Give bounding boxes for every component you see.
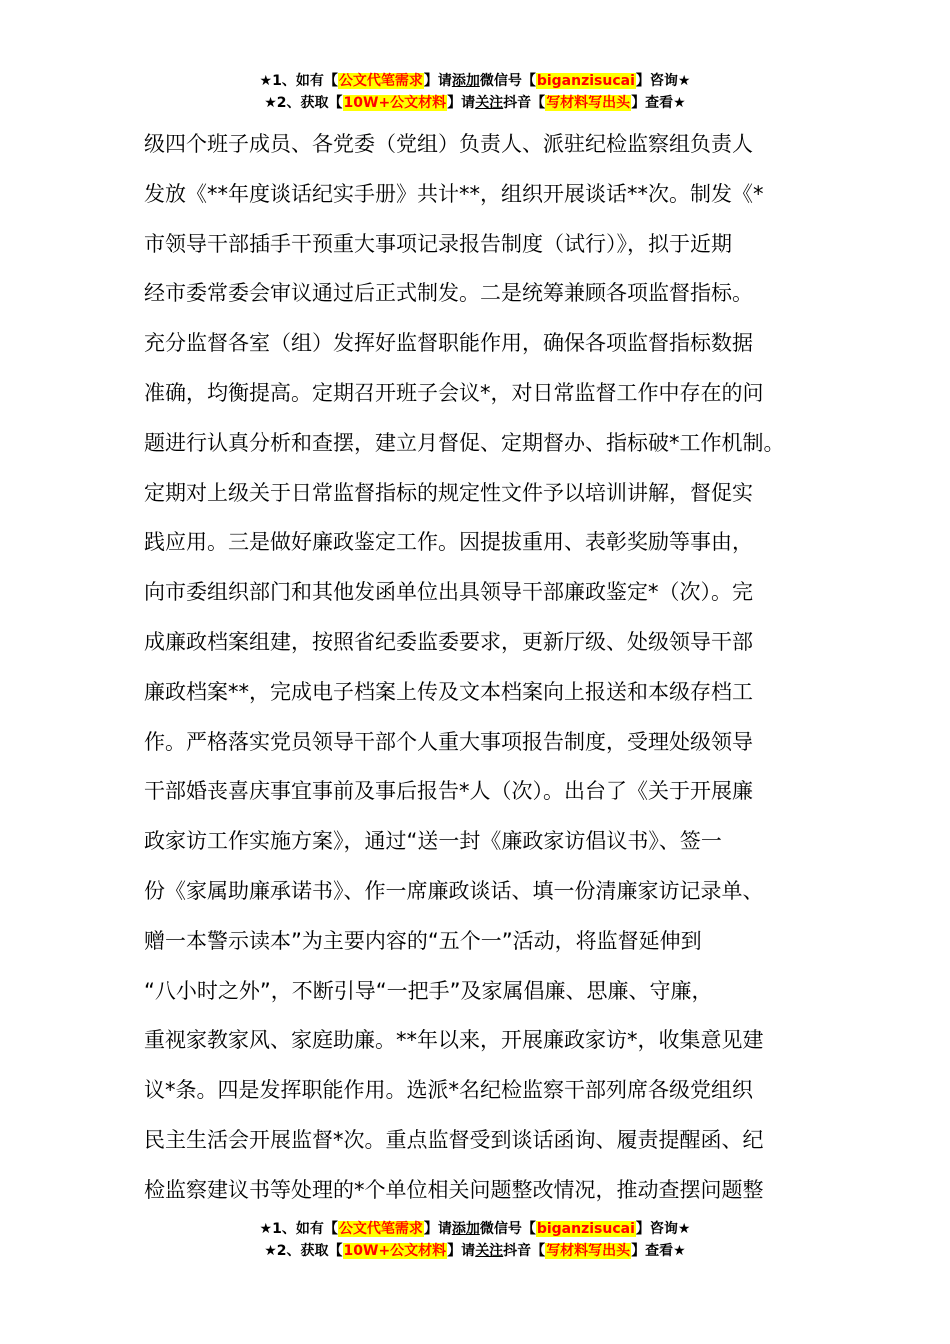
body-line: 份《家属助廉承诺书》、作一席廉政谈话、填一份清廉家访记录单、	[144, 878, 764, 903]
underlined-text: 关注	[475, 95, 504, 111]
body-line: 市领导干部插手干预重大事项记录报告制度（试行）》，拟于近期	[144, 231, 732, 256]
banner-text: 微信号【	[479, 1221, 536, 1237]
body-line: 成廉政档案组建，按照省纪委监委要求，更新厅级、处级领导干部	[144, 629, 753, 654]
banner-line-1	[0, 70, 950, 92]
body-line: 重视家教家风、家庭助廉。**年以来，开展廉政家访*，收集意见建	[144, 1028, 764, 1053]
document-body	[144, 120, 824, 1216]
underlined-text: 添加	[451, 1221, 480, 1237]
banner-line-2	[0, 1240, 950, 1262]
body-line: 充分监督各室（组）发挥好监督职能作用，确保各项监督指标数据	[144, 331, 753, 356]
highlight-text: biganzisucai	[536, 1221, 635, 1237]
underlined-text: 关注	[475, 1243, 504, 1259]
body-line: 检监察建议书等处理的*个单位相关问题整改情况，推动查摆问题整	[144, 1177, 764, 1202]
body-line: 题进行认真分析和查摆，建立月督促、定期督办、指标破*工作机制。	[144, 430, 785, 455]
body-line: 准确，均衡提高。定期召开班子会议*，对日常监督工作中存在的问	[144, 380, 764, 405]
underlined-text: 添加	[451, 73, 480, 89]
highlight-text: 公文代笔需求	[338, 73, 423, 89]
body-line: 赠一本警示读本”为主要内容的“五个一”活动，将监督延伸到	[144, 928, 702, 953]
banner-text: 】请	[423, 1221, 452, 1237]
banner-text: ★1、如有【	[259, 1221, 338, 1237]
header-banner	[0, 70, 950, 114]
body-line: 干部婚丧喜庆事宜事前及事后报告*人（次）。出台了《关于开展廉	[144, 779, 753, 804]
body-line: 议*条。四是发挥职能作用。选派*名纪检监察干部列席各级党组织	[144, 1078, 753, 1103]
banner-text: 微信号【	[479, 73, 536, 89]
body-line: 廉政档案**，完成电子档案上传及文本档案向上报送和本级存档工	[144, 679, 753, 704]
banner-text: 】咨询★	[635, 73, 691, 89]
highlight-text: 10W+公文材料	[343, 95, 447, 111]
highlight-text: 10W+公文材料	[343, 1243, 447, 1259]
body-line: 定期对上级关于日常监督指标的规定性文件予以培训讲解，督促实	[144, 480, 753, 505]
body-line: 践应用。三是做好廉政鉴定工作。因提拔重用、表彰奖励等事由，	[144, 530, 753, 555]
banner-text: 】请	[447, 95, 476, 111]
body-line: 民主生活会开展监督*次。重点监督受到谈话函询、履责提醒函、纪	[144, 1127, 764, 1152]
body-line: 发放《**年度谈话纪实手册》共计**，组织开展谈话**次。制发《*	[144, 181, 764, 206]
banner-text: ★2、获取【	[264, 95, 343, 111]
banner-text: 】请	[447, 1243, 476, 1259]
banner-text: 】咨询★	[635, 1221, 691, 1237]
body-line: 政家访工作实施方案》，通过“送一封《廉政家访倡议书》、签一	[144, 829, 722, 854]
highlight-text: 公文代笔需求	[338, 1221, 423, 1237]
highlight-text: 写材料写出头	[546, 1243, 631, 1259]
body-line: 级四个班子成员、各党委（党组）负责人、派驻纪检监察组负责人	[144, 132, 753, 156]
banner-text: 抖音【	[503, 95, 546, 111]
banner-line-2	[0, 92, 950, 114]
highlight-text: 写材料写出头	[546, 95, 631, 111]
banner-text: ★2、获取【	[264, 1243, 343, 1259]
footer-banner	[0, 1218, 950, 1262]
banner-line-1	[0, 1218, 950, 1240]
body-line: 经市委常委会审议通过后正式制发。二是统筹兼顾各项监督指标。	[144, 281, 753, 306]
body-line: 作。严格落实党员领导干部个人重大事项报告制度，受理处级领导	[144, 729, 753, 754]
body-line: 向市委组织部门和其他发函单位出具领导干部廉政鉴定*（次）。完	[144, 580, 753, 605]
banner-text: 】请	[423, 73, 452, 89]
body-line: “八小时之外”，不断引导“一把手”及家属倡廉、思廉、守廉，	[144, 978, 713, 1003]
banner-text: ★1、如有【	[259, 73, 338, 89]
highlight-text: biganzisucai	[536, 73, 635, 89]
banner-text: 】查看★	[631, 95, 686, 111]
banner-text: 】查看★	[631, 1243, 686, 1259]
banner-text: 抖音【	[503, 1243, 546, 1259]
